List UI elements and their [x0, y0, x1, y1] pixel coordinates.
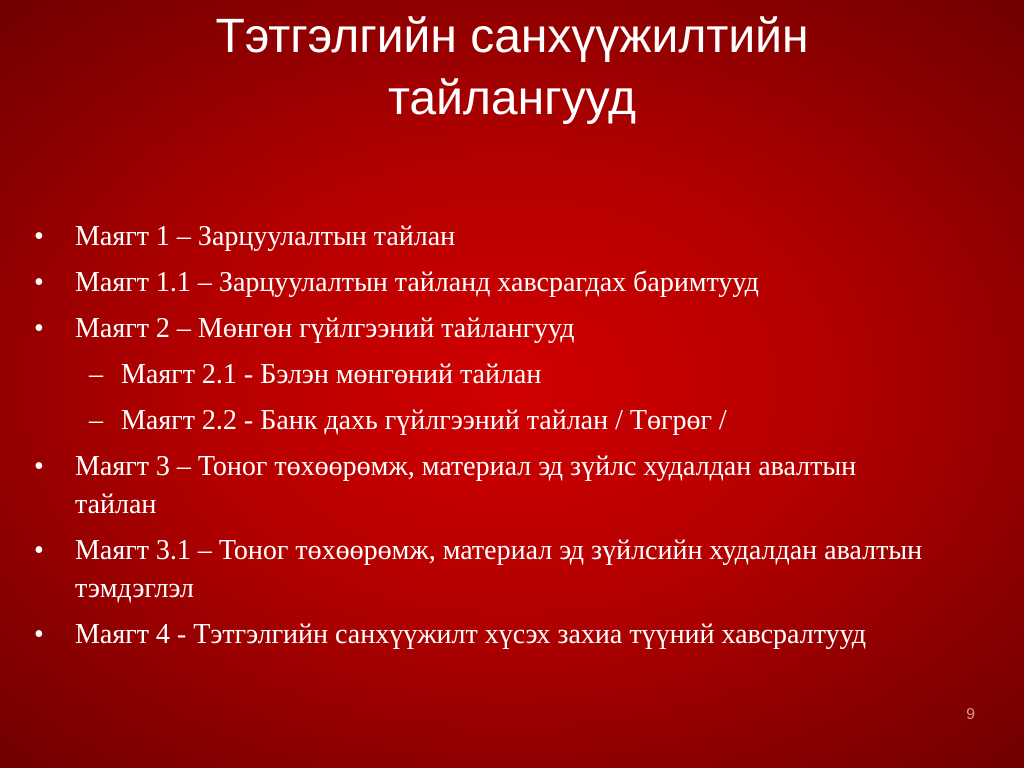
- list-item-text: Маягт 3 – Тоног төхөөрөмж, материал эд зүйлс худалдан авалтын тайлан: [75, 451, 857, 520]
- list-item-text: Маягт 2.2 - Банк дахь гүйлгээний тайлан / Төгрөг /: [121, 405, 727, 436]
- list-item: [34, 310, 934, 348]
- dash-marker: –: [89, 359, 103, 390]
- list-item-text: Маягт 3.1 – Тоног төхөөрөмж, материал эд зүйлсийн худалдан авалтын тэмдэглэл: [75, 535, 923, 604]
- bullet-marker: •: [34, 451, 44, 482]
- slide-title-line-2: тайлангууд: [387, 72, 637, 125]
- list-item: [34, 218, 934, 256]
- page-number: 9: [966, 706, 975, 723]
- list-item: [34, 264, 934, 302]
- list-item: [34, 532, 934, 608]
- list-item-text: Маягт 2.1 - Бэлэн мөнгөний тайлан: [121, 359, 542, 390]
- list-item-text: Маягт 1 – Зарцуулалтын тайлан: [75, 221, 456, 252]
- sub-list-item: [34, 402, 934, 440]
- sub-list-item: [34, 356, 934, 394]
- list-item: [34, 616, 934, 654]
- bullet-marker: •: [34, 535, 44, 566]
- slide-title: [100, 6, 924, 130]
- slide-title-line-1: Тэтгэлгийн санхүүжилтийн: [215, 10, 809, 63]
- bullet-list: [34, 218, 934, 662]
- list-item-text: Маягт 4 - Тэтгэлгийн санхүүжилт хүсэх захиа түүний хавсралтууд: [75, 619, 867, 650]
- bullet-marker: •: [34, 267, 44, 298]
- bullet-marker: •: [34, 313, 44, 344]
- bullet-marker: •: [34, 619, 44, 650]
- bullet-marker: •: [34, 221, 44, 252]
- list-item-text: Маягт 2 – Мөнгөн гүйлгээний тайлангууд: [75, 313, 575, 344]
- list-item: [34, 448, 934, 524]
- dash-marker: –: [89, 405, 103, 436]
- list-item-text: Маягт 1.1 – Зарцуулалтын тайланд хавсрагдах баримтууд: [75, 267, 759, 298]
